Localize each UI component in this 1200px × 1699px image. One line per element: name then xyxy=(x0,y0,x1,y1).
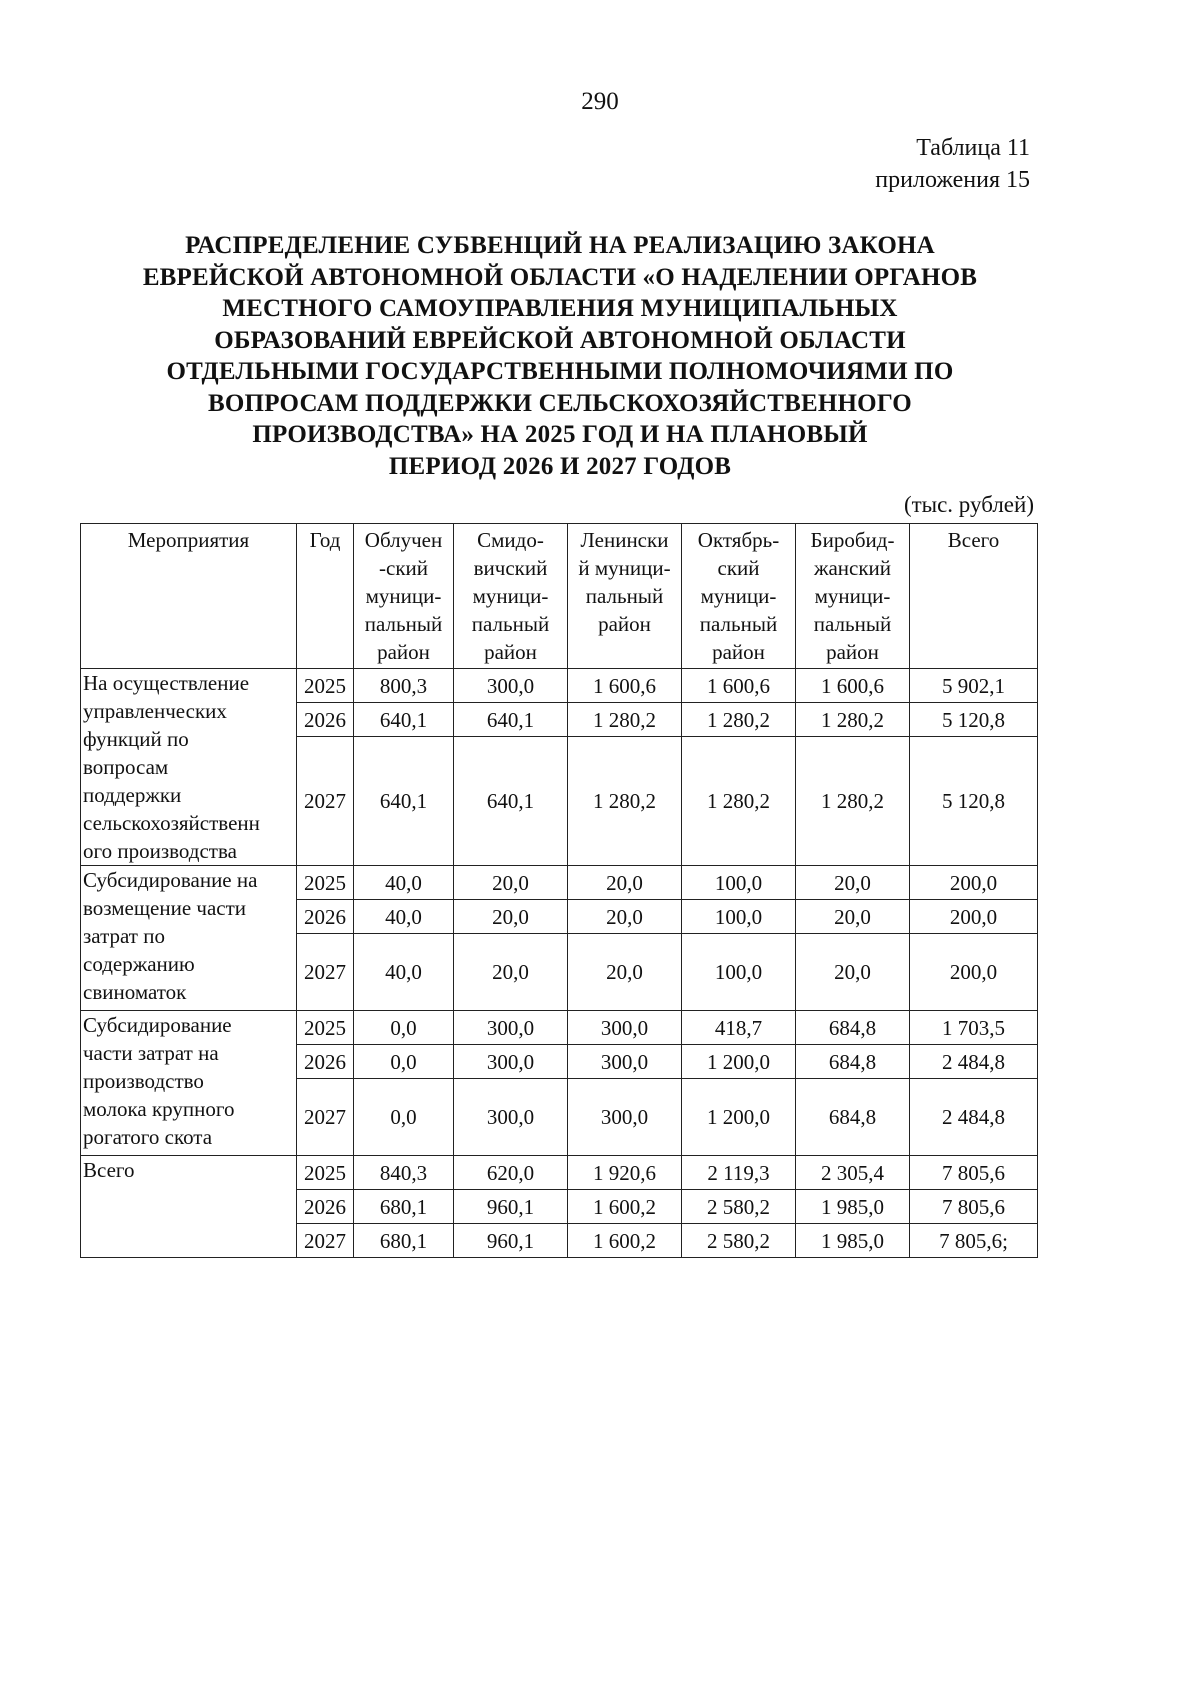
value-cell: 684,8 xyxy=(796,1079,910,1156)
value-cell: 20,0 xyxy=(568,934,682,1011)
value-cell: 40,0 xyxy=(354,934,454,1011)
total-cell: 1 703,5 xyxy=(910,1011,1038,1045)
value-cell: 300,0 xyxy=(454,669,568,703)
year-cell: 2026 xyxy=(297,1190,354,1224)
header-smidovich: Смидо- вичский муници- пальный район xyxy=(454,524,568,669)
document-title xyxy=(80,230,1040,482)
event-cell: На осуществление управленческих функций по вопросам поддержки сельскохозяйственн ого производства xyxy=(81,669,297,866)
value-cell: 1 985,0 xyxy=(796,1224,910,1258)
year-cell: 2027 xyxy=(297,737,354,866)
total-cell: 5 902,1 xyxy=(910,669,1038,703)
header-obluchye: Облучен -ский муници- пальный район xyxy=(354,524,454,669)
value-cell: 960,1 xyxy=(454,1190,568,1224)
title-line: ВОПРОСАМ ПОДДЕРЖКИ СЕЛЬСКОХОЗЯЙСТВЕННОГО xyxy=(208,389,912,417)
year-cell: 2026 xyxy=(297,1045,354,1079)
year-cell: 2025 xyxy=(297,866,354,900)
year-cell: 2027 xyxy=(297,934,354,1011)
header-year: Год xyxy=(297,524,354,669)
value-cell: 1 600,2 xyxy=(568,1190,682,1224)
value-cell: 300,0 xyxy=(568,1079,682,1156)
table-row xyxy=(81,669,1038,703)
value-cell: 960,1 xyxy=(454,1224,568,1258)
value-cell: 20,0 xyxy=(568,900,682,934)
title-line: ОБРАЗОВАНИЙ ЕВРЕЙСКОЙ АВТОНОМНОЙ ОБЛАСТИ xyxy=(214,326,906,354)
table-row xyxy=(81,1011,1038,1045)
header-row xyxy=(81,524,1038,669)
event-cell: Субсидирование на возмещение части затрат по содержанию свиноматок xyxy=(81,866,297,1011)
total-cell: 7 805,6 xyxy=(910,1190,1038,1224)
value-cell: 684,8 xyxy=(796,1045,910,1079)
table-reference-line: Таблица 11 xyxy=(916,135,1030,161)
value-cell: 1 200,0 xyxy=(682,1079,796,1156)
value-cell: 20,0 xyxy=(454,934,568,1011)
year-cell: 2025 xyxy=(297,669,354,703)
value-cell: 20,0 xyxy=(454,900,568,934)
value-cell: 1 920,6 xyxy=(568,1156,682,1190)
value-cell: 800,3 xyxy=(354,669,454,703)
title-line: ПРОИЗВОДСТВА» НА 2025 ГОД И НА ПЛАНОВЫЙ xyxy=(252,421,868,448)
value-cell: 40,0 xyxy=(354,900,454,934)
value-cell: 100,0 xyxy=(682,866,796,900)
value-cell: 40,0 xyxy=(354,866,454,900)
units-label: (тыс. рублей) xyxy=(903,492,1034,517)
value-cell: 0,0 xyxy=(354,1011,454,1045)
total-cell: 200,0 xyxy=(910,866,1038,900)
title-line: ЕВРЕЙСКОЙ АВТОНОМНОЙ ОБЛАСТИ «О НАДЕЛЕНИИ ОРГАНОВ xyxy=(142,263,978,291)
header-birobidzhan: Биробид- жанский муници- пальный район xyxy=(796,524,910,669)
table-reference xyxy=(875,132,1030,196)
year-cell: 2027 xyxy=(297,1079,354,1156)
value-cell: 640,1 xyxy=(354,703,454,737)
value-cell: 1 600,6 xyxy=(568,669,682,703)
total-cell: 2 484,8 xyxy=(910,1045,1038,1079)
value-cell: 1 280,2 xyxy=(796,737,910,866)
table-row xyxy=(81,866,1038,900)
value-cell: 2 580,2 xyxy=(682,1190,796,1224)
value-cell: 20,0 xyxy=(796,866,910,900)
header-total: Всего xyxy=(910,524,1038,669)
year-cell: 2026 xyxy=(297,703,354,737)
total-cell: 200,0 xyxy=(910,900,1038,934)
total-cell: 5 120,8 xyxy=(910,737,1038,866)
value-cell: 2 305,4 xyxy=(796,1156,910,1190)
value-cell: 640,1 xyxy=(454,703,568,737)
value-cell: 20,0 xyxy=(796,900,910,934)
value-cell: 300,0 xyxy=(568,1045,682,1079)
value-cell: 2 580,2 xyxy=(682,1224,796,1258)
value-cell: 620,0 xyxy=(454,1156,568,1190)
value-cell: 1 600,6 xyxy=(682,669,796,703)
year-cell: 2025 xyxy=(297,1011,354,1045)
title-line: МЕСТНОГО САМОУПРАВЛЕНИЯ МУНИЦИПАЛЬНЫХ xyxy=(222,295,898,322)
value-cell: 300,0 xyxy=(454,1079,568,1156)
value-cell: 300,0 xyxy=(568,1011,682,1045)
value-cell: 640,1 xyxy=(454,737,568,866)
value-cell: 1 600,2 xyxy=(568,1224,682,1258)
value-cell: 680,1 xyxy=(354,1190,454,1224)
total-cell: 7 805,6; xyxy=(910,1224,1038,1258)
value-cell: 1 280,2 xyxy=(682,703,796,737)
title-line: ОТДЕЛЬНЫМИ ГОСУДАРСТВЕННЫМИ ПОЛНОМОЧИЯМИ ПО xyxy=(166,358,954,385)
value-cell: 1 280,2 xyxy=(568,703,682,737)
value-cell: 684,8 xyxy=(796,1011,910,1045)
value-cell: 100,0 xyxy=(682,900,796,934)
header-event: Мероприятия xyxy=(81,524,297,669)
value-cell: 1 200,0 xyxy=(682,1045,796,1079)
total-cell: 200,0 xyxy=(910,934,1038,1011)
title-line: ПЕРИОД 2026 И 2027 ГОДОВ xyxy=(388,452,732,480)
value-cell: 0,0 xyxy=(354,1045,454,1079)
total-cell: 7 805,6 xyxy=(910,1156,1038,1190)
year-cell: 2025 xyxy=(297,1156,354,1190)
value-cell: 840,3 xyxy=(354,1156,454,1190)
event-cell: Всего xyxy=(81,1156,297,1258)
value-cell: 2 119,3 xyxy=(682,1156,796,1190)
value-cell: 0,0 xyxy=(354,1079,454,1156)
value-cell: 300,0 xyxy=(454,1011,568,1045)
value-cell: 300,0 xyxy=(454,1045,568,1079)
value-cell: 1 280,2 xyxy=(796,703,910,737)
total-cell: 5 120,8 xyxy=(910,703,1038,737)
value-cell: 20,0 xyxy=(796,934,910,1011)
header-oktyabr: Октябрь- ский муници- пальный район xyxy=(682,524,796,669)
value-cell: 418,7 xyxy=(682,1011,796,1045)
value-cell: 680,1 xyxy=(354,1224,454,1258)
header-lenin: Ленински й муници- пальный район xyxy=(568,524,682,669)
total-cell: 2 484,8 xyxy=(910,1079,1038,1156)
value-cell: 20,0 xyxy=(568,866,682,900)
value-cell: 1 280,2 xyxy=(568,737,682,866)
title-line: РАСПРЕДЕЛЕНИЕ СУБВЕНЦИЙ НА РЕАЛИЗАЦИЮ ЗАКОНА xyxy=(185,232,935,259)
table-reference-line: приложения 15 xyxy=(875,167,1030,193)
value-cell: 1 280,2 xyxy=(682,737,796,866)
event-cell: Субсидирование части затрат на производство молока крупного рогатого скота xyxy=(81,1011,297,1156)
value-cell: 1 985,0 xyxy=(796,1190,910,1224)
value-cell: 640,1 xyxy=(354,737,454,866)
value-cell: 20,0 xyxy=(454,866,568,900)
subventions-table xyxy=(80,523,1038,1258)
value-cell: 100,0 xyxy=(682,934,796,1011)
page-number: 290 xyxy=(581,88,619,115)
value-cell: 1 600,6 xyxy=(796,669,910,703)
year-cell: 2027 xyxy=(297,1224,354,1258)
table-row xyxy=(81,1156,1038,1190)
year-cell: 2026 xyxy=(297,900,354,934)
